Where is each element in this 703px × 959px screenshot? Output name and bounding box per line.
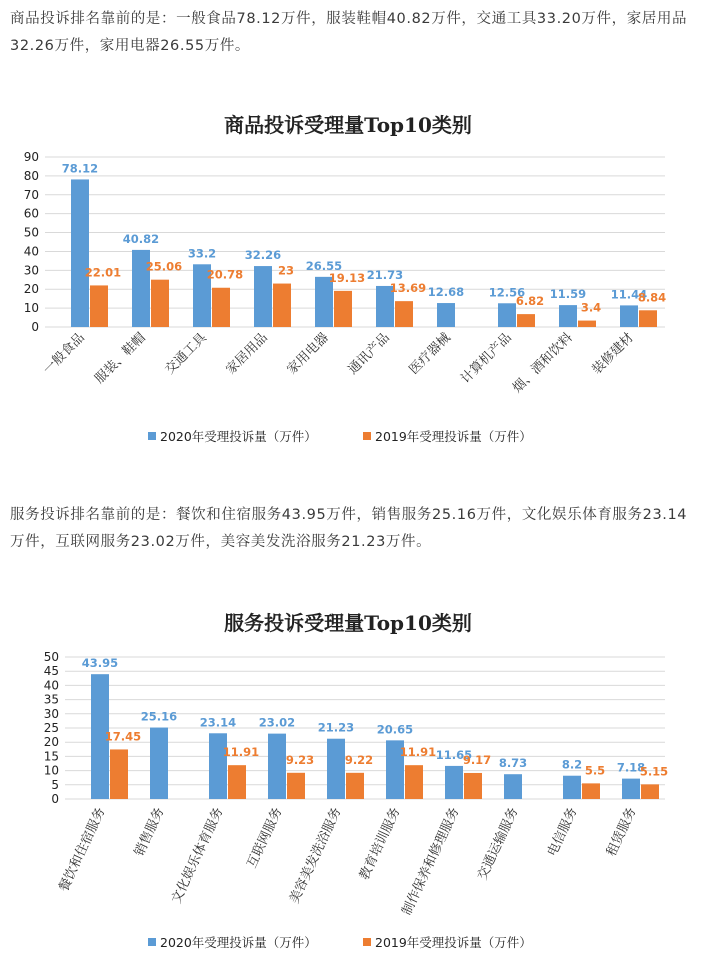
category-label: 家用电器 <box>284 330 332 378</box>
bar-2020 <box>327 739 345 799</box>
y-tick-label: 10 <box>23 301 39 316</box>
bar-2019 <box>582 783 600 799</box>
bars <box>91 674 659 799</box>
category-label: 烟、酒和饮料 <box>510 330 576 396</box>
bar-2020 <box>445 766 463 799</box>
bar-2020 <box>498 303 516 327</box>
chart-title: 商品投诉受理量Top10类别 <box>224 113 472 137</box>
y-tick-label: 30 <box>23 263 39 278</box>
data-label-2020: 20.65 <box>376 722 414 737</box>
category-label: 餐饮和住宿服务 <box>56 805 109 895</box>
data-label-2020: 8.73 <box>498 756 528 771</box>
category-labels <box>40 330 636 396</box>
data-label-2020: 12.68 <box>427 285 465 300</box>
data-label-2020: 23.02 <box>258 715 296 730</box>
y-axis <box>24 150 39 334</box>
data-label-2019: 11.91 <box>222 745 260 760</box>
data-label-2020: 11.44 <box>610 287 648 302</box>
bar-2020 <box>559 305 577 327</box>
category-label: 服装、鞋帽 <box>92 330 149 387</box>
legend-swatch-2019 <box>363 432 371 440</box>
data-label-2020: 7.18 <box>616 760 646 775</box>
bar-2020 <box>620 305 638 327</box>
y-tick-label: 40 <box>43 678 59 693</box>
y-tick-label: 20 <box>23 282 39 297</box>
data-label-2020: 21.73 <box>366 267 404 282</box>
bar-2019 <box>287 773 305 799</box>
bar-2019 <box>110 749 128 799</box>
legend-label-2019: 2019年受理投诉量（万件） <box>375 935 532 950</box>
data-label-2020: 21.23 <box>317 720 355 735</box>
data-label-2019: 8.84 <box>637 290 667 305</box>
legend-swatch-2020 <box>148 938 156 946</box>
data-label-2020: 26.55 <box>305 258 343 273</box>
data-label-2020: 11.65 <box>435 747 473 762</box>
bar-2019 <box>405 765 423 799</box>
bar-2020 <box>268 734 286 799</box>
legend-label-2020: 2020年受理投诉量（万件） <box>160 429 317 444</box>
bar-2019 <box>639 310 657 327</box>
category-labels <box>56 805 640 918</box>
bar-2019 <box>212 288 230 327</box>
category-label: 互联网服务 <box>244 805 286 871</box>
data-label-2019: 5.15 <box>639 764 669 779</box>
chart-title: 服务投诉受理量Top10类别 <box>224 611 472 635</box>
y-tick-label: 45 <box>43 664 59 679</box>
data-label-2019: 9.23 <box>285 752 315 767</box>
legend-swatch-2019 <box>363 938 371 946</box>
y-axis <box>44 650 59 806</box>
bar-2019 <box>90 285 108 327</box>
y-tick-label: 10 <box>43 763 59 778</box>
category-label: 教育培训服务 <box>357 805 404 883</box>
bar-2020 <box>563 776 581 799</box>
bar-2019 <box>228 765 246 799</box>
services-complaints-chart <box>0 598 703 959</box>
bar-2020 <box>209 733 227 799</box>
bars <box>71 179 657 327</box>
y-tick-label: 5 <box>51 777 59 792</box>
category-label: 美容美发洗浴服务 <box>287 805 345 906</box>
bar-2020 <box>622 779 640 799</box>
bar-2019 <box>273 284 291 327</box>
bar-2019 <box>464 773 482 799</box>
data-label-2019: 5.5 <box>584 763 606 778</box>
bar-2019 <box>151 280 169 327</box>
category-label: 交通工具 <box>162 330 210 378</box>
bar-2019 <box>578 321 596 327</box>
intro-paragraph-goods: 商品投诉排名靠前的是：一般食品78.12万件，服装鞋帽40.82万件，交通工具33.20万件，家居用品32.26万件，家用电器26.55万件。 <box>10 11 688 54</box>
y-tick-label: 15 <box>43 749 59 764</box>
bar-2019 <box>334 291 352 327</box>
category-label: 家居用品 <box>223 330 271 378</box>
data-label-2020: 23.14 <box>199 715 237 730</box>
data-labels <box>82 656 668 778</box>
y-tick-label: 20 <box>43 735 59 750</box>
bar-2020 <box>150 728 168 799</box>
y-tick-label: 35 <box>43 692 59 707</box>
y-tick-label: 80 <box>23 168 39 183</box>
legend-label-2019: 2019年受理投诉量（万件） <box>375 429 532 444</box>
data-label-2019: 25.06 <box>145 259 183 274</box>
data-label-2019: 3.4 <box>580 300 602 315</box>
data-label-2020: 8.2 <box>561 757 583 772</box>
category-label: 装修建材 <box>589 330 637 378</box>
data-label-2019: 23 <box>277 263 295 278</box>
category-label: 租赁服务 <box>604 805 640 859</box>
category-label: 销售服务 <box>132 805 168 859</box>
goods-complaints-chart <box>0 100 703 470</box>
y-tick-label: 0 <box>51 792 59 806</box>
data-label-2019: 13.69 <box>389 281 427 296</box>
category-label: 一般食品 <box>40 330 88 378</box>
y-tick-label: 30 <box>43 706 59 721</box>
data-label-2019: 9.17 <box>462 752 492 767</box>
bar-2020 <box>504 774 522 799</box>
category-label: 通讯产品 <box>345 330 393 378</box>
y-tick-label: 70 <box>23 187 39 202</box>
data-label-2020: 25.16 <box>140 709 178 724</box>
legend <box>148 429 532 444</box>
data-label-2019: 19.13 <box>328 270 366 285</box>
bar-2019 <box>346 773 364 799</box>
y-tick-label: 60 <box>23 206 39 221</box>
data-label-2019: 22.01 <box>84 265 122 280</box>
data-label-2020: 32.26 <box>244 248 282 263</box>
data-label-2019: 6.82 <box>515 294 545 309</box>
category-label: 制作保养和修理服务 <box>399 805 463 918</box>
category-label: 电信服务 <box>545 805 581 859</box>
data-label-2020: 33.2 <box>187 246 217 261</box>
data-label-2020: 40.82 <box>122 231 160 246</box>
y-tick-label: 25 <box>43 721 59 735</box>
bar-2019 <box>641 784 659 799</box>
data-label-2019: 17.45 <box>104 729 142 744</box>
y-tick-label: 50 <box>23 225 39 240</box>
bar-2019 <box>395 301 413 327</box>
data-label-2019: 9.22 <box>344 752 374 767</box>
data-label-2020: 11.59 <box>549 287 587 302</box>
bar-2019 <box>517 314 535 327</box>
y-tick-label: 0 <box>31 320 39 334</box>
legend-swatch-2020 <box>148 432 156 440</box>
data-label-2019: 20.78 <box>206 267 244 282</box>
y-tick-label: 50 <box>43 650 59 664</box>
data-label-2020: 78.12 <box>61 161 99 176</box>
data-label-2019: 11.91 <box>399 745 437 760</box>
category-label: 计算机产品 <box>458 330 515 387</box>
category-label: 交通运输服务 <box>475 805 522 883</box>
data-label-2020: 43.95 <box>81 656 119 671</box>
y-tick-label: 90 <box>23 150 39 164</box>
category-label: 医疗器械 <box>406 330 454 378</box>
bar-2020 <box>254 266 272 327</box>
intro-paragraph-services: 服务投诉排名靠前的是：餐饮和住宿服务43.95万件，销售服务25.16万件，文化娱乐体育服务23.14万件，互联网服务23.02万件，美容美发洗浴服务21.23万件。 <box>10 507 688 550</box>
bar-2020 <box>71 179 89 327</box>
legend <box>148 935 532 950</box>
bar-2020 <box>437 303 455 327</box>
data-label-2020: 12.56 <box>488 285 526 300</box>
y-tick-label: 40 <box>23 244 39 259</box>
category-label: 文化娱乐体育服务 <box>169 805 227 906</box>
legend-label-2020: 2020年受理投诉量（万件） <box>160 935 317 950</box>
